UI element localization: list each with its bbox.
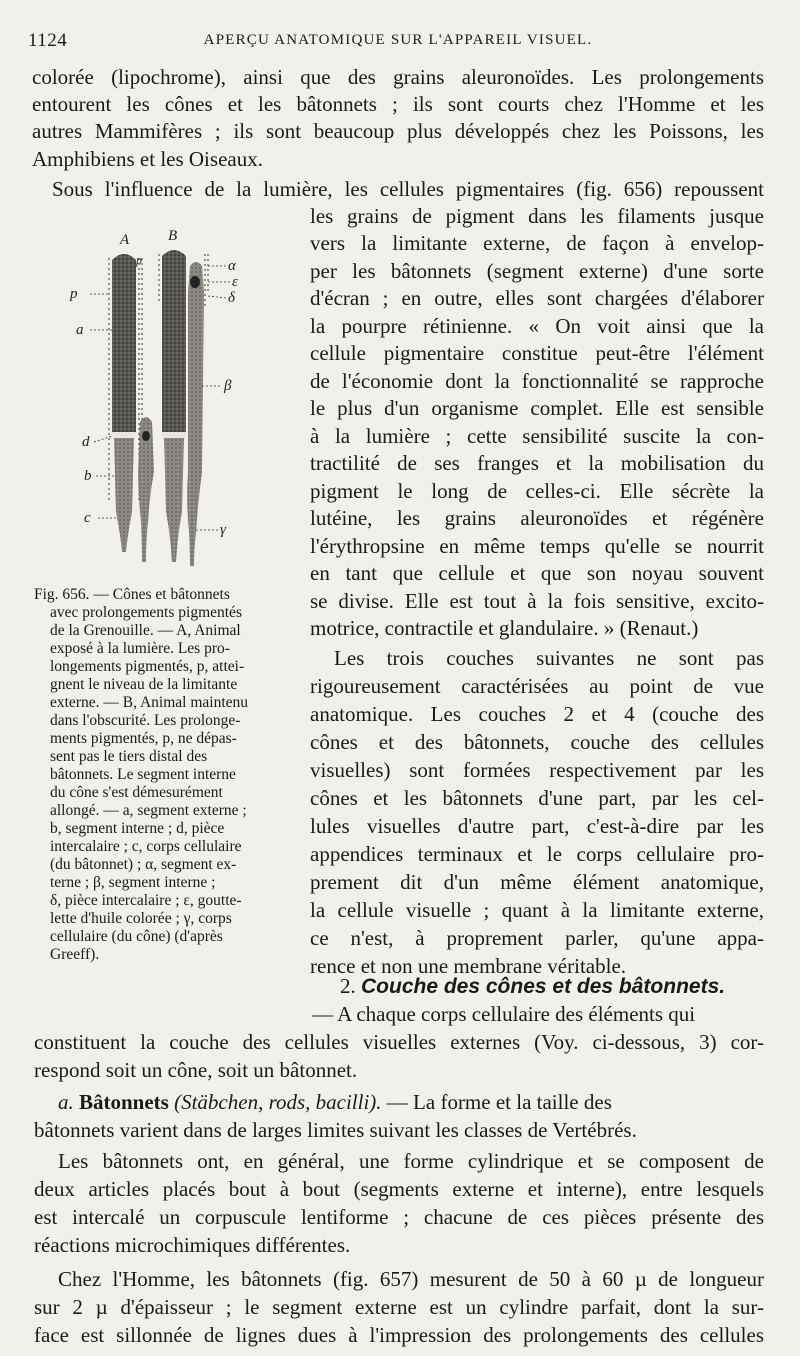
subsection-title: Bâtonnets	[79, 1090, 169, 1114]
subsection-heading	[58, 1089, 612, 1116]
text-line: per les bâtonnets (segment externe) d'une sorte	[310, 259, 764, 283]
rod-B	[162, 250, 186, 562]
caption-line: cellulaire (du cône) (d'après	[50, 928, 223, 945]
caption-line: longements pigmentés, p, attei-	[50, 658, 245, 675]
caption-line: de la Grenouille. — A, Animal	[50, 622, 241, 639]
caption-line: gnent le niveau de la limitante	[50, 676, 238, 693]
text-line: Amphibiens et les Oiseaux.	[32, 147, 263, 171]
text-line: anatomique. Les couches 2 et 4 (couche des	[310, 702, 764, 726]
section-heading	[340, 973, 725, 1000]
caption-line: Greeff).	[50, 946, 100, 963]
text-line: Chez l'Homme, les bâtonnets (fig. 657) mesurent de 50 à 60 µ de longueur	[58, 1267, 764, 1291]
figure-656	[62, 222, 302, 578]
text-line: cônes et des bâtonnets, couche des cellules	[310, 730, 764, 754]
label-epsilon: ε	[232, 274, 238, 290]
text-line: prement dit d'un même élément anatomique,	[310, 870, 764, 894]
text-line: vers la limitante externe, de façon à envelop-	[310, 231, 764, 255]
text-line: la cellule visuelle ; quant à la limitante externe,	[310, 898, 764, 922]
label-alpha: α	[228, 258, 236, 274]
label-beta: β	[224, 378, 232, 394]
text-line: sur 2 µ d'épaisseur ; le segment externe est un cylindre parfait, dont la sur-	[34, 1295, 764, 1319]
text-line: tractilité de ses franges et la mobilisation du	[310, 451, 764, 475]
retina-cells-illustration	[62, 222, 302, 578]
text-line: bâtonnets varient dans de larges limites suivant les classes de Vertébrés.	[34, 1118, 637, 1142]
text-line: deux articles placés bout à bout (segments externe et interne), entre lesquels	[34, 1177, 764, 1201]
text-line: en tant que cellule et que son noyau souvent	[310, 561, 764, 585]
text-line: les grains de pigment dans les filaments jusque	[310, 204, 764, 228]
subsection-rest: — La forme et la taille des	[381, 1090, 612, 1114]
text-line: se divise. Elle est tout à la fois sensitive, excito-	[310, 589, 764, 613]
label-p-inner: p	[136, 253, 142, 267]
text-line: à la lumière ; cette sensibilité suscite la con-	[310, 424, 764, 448]
caption-line: bâtonnets. Le segment interne	[50, 766, 236, 783]
caption-line: Fig. 656. — Cônes et bâtonnets	[34, 586, 230, 603]
text-line: constituent la couche des cellules visuelles externes (Voy. ci-dessous, 3) cor-	[34, 1030, 764, 1054]
subsection-synonyms: (Stäbchen, rods, bacilli).	[174, 1090, 382, 1114]
text-line: le plus d'un organisme complet. Elle est sensible	[310, 396, 764, 420]
text-line: motrice, contractile et glandulaire. » (Renaut.)	[310, 616, 699, 640]
page-number: 1124	[28, 30, 68, 51]
text-line: lules visuelles d'autre part, c'est-à-dire par les	[310, 814, 764, 838]
text-line: Les bâtonnets ont, en général, une forme cylindrique et se composent de	[58, 1149, 764, 1173]
section-number: 2.	[340, 974, 356, 998]
section-title: Couche des cônes et des bâtonnets.	[361, 975, 726, 998]
text-line: cellule pigmentaire constitue peut-être l'élément	[310, 341, 764, 365]
text-line: lutéine, les grains aleuronoïdes et régénère	[310, 506, 764, 530]
caption-line: avec prolongements pigmentés	[50, 604, 242, 621]
label-p-left: p	[70, 286, 78, 302]
text-line: la pourpre rétinienne. « On voit ainsi que la	[310, 314, 764, 338]
label-A: A	[120, 232, 130, 248]
text-line: Les trois couches suivantes ne sont pas	[334, 646, 764, 670]
label-b: b	[84, 468, 92, 484]
caption-line: ments pigmentés, p, ne dépas-	[50, 730, 237, 747]
text-line: visuelles) sont formées respectivement par les	[310, 758, 764, 782]
text-line: entourent les cônes et les bâtonnets ; ils sont courts chez l'Homme et les	[32, 92, 764, 116]
text-line: rigoureusement caractérisées au point de vue	[310, 674, 764, 698]
subsection-letter: a.	[58, 1090, 74, 1114]
caption-line: dans l'obscurité. Les prolonge-	[50, 712, 241, 729]
text-line: appendices terminaux et le corps cellulaire pro-	[310, 842, 764, 866]
caption-line: externe. — B, Animal maintenu	[50, 694, 249, 711]
caption-line: allongé. — a, segment externe ;	[50, 802, 247, 819]
text-line: ce n'est, à proprement parler, qu'une appa-	[310, 926, 764, 950]
caption-line: exposé à la lumière. Les pro-	[50, 640, 230, 657]
text-line: colorée (lipochrome), ainsi que des grains aleuronoïdes. Les prolongements	[32, 65, 764, 89]
text-line: autres Mammifères ; ils sont beaucoup plus développés chez les Poissons, les	[32, 119, 764, 143]
caption-line: lette d'huile colorée ; γ, corps	[50, 910, 232, 927]
label-a: a	[76, 322, 84, 338]
text-line: est intercalé un corpuscule lentiforme ; chacune de ces pièces présente des	[34, 1205, 764, 1229]
label-c: c	[84, 510, 91, 526]
label-gamma: γ	[220, 522, 226, 538]
text-line: de l'économie dont la fonctionnalité se rapproche	[310, 369, 764, 393]
caption-line: sent pas le tiers distal des	[50, 748, 208, 765]
running-head: APERÇU ANATOMIQUE SUR L'APPAREIL VISUEL.	[203, 32, 593, 48]
page-header	[28, 30, 768, 56]
text-line: Sous l'influence de la lumière, les cellules pigmentaires (fig. 656) repoussent	[52, 177, 764, 201]
label-delta: δ	[228, 290, 235, 306]
caption-line: intercalaire ; c, corps cellulaire	[50, 838, 242, 855]
caption-line: (du bâtonnet) ; α, segment ex-	[50, 856, 237, 873]
text-line: rence et non une membrane véritable.	[310, 954, 627, 978]
text-line: face est sillonnée de lignes dues à l'impression des prolongements des cellules	[34, 1323, 764, 1347]
text-line: réactions microchimiques différentes.	[34, 1233, 351, 1257]
text-line: l'érythropsine en même temps qu'elle se nourrit	[310, 534, 764, 558]
caption-line: b, segment interne ; d, pièce	[50, 820, 225, 837]
text-line: d'écran ; en outre, elles sont chargées d'élaborer	[310, 286, 764, 310]
text-line: cônes et les bâtonnets d'une part, par les cel-	[310, 786, 764, 810]
cone-A	[138, 417, 154, 562]
label-d: d	[82, 434, 90, 450]
caption-line: du cône s'est démesurément	[50, 784, 223, 801]
text-line: pigment le long de celles-ci. Elle sécrète la	[310, 479, 764, 503]
cone-B	[187, 262, 204, 566]
caption-line: δ, pièce intercalaire ; ε, goutte-	[50, 892, 242, 909]
caption-line: terne ; β, segment interne ;	[50, 874, 216, 891]
rod-A	[112, 254, 136, 552]
text-line: respond soit un cône, soit un bâtonnet.	[34, 1058, 358, 1082]
label-B: B	[168, 228, 178, 244]
text-line: — A chaque corps cellulaire des éléments qui	[312, 1002, 696, 1026]
